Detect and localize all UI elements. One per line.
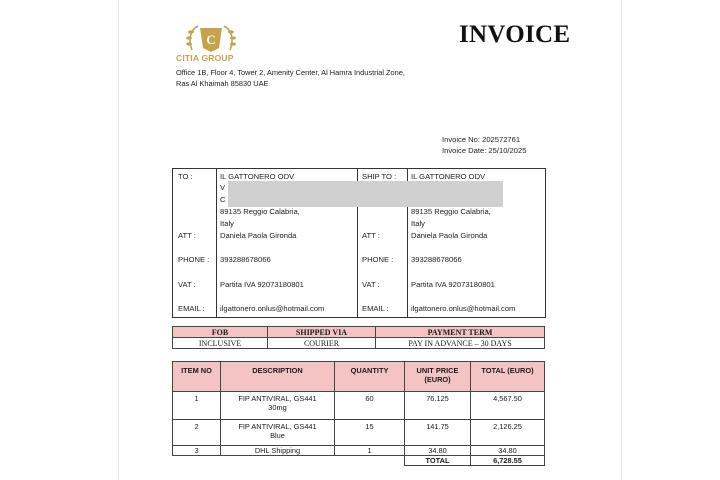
to-phone: 393288678066 bbox=[220, 255, 271, 264]
to-email: ilgattonero.onlus@hotmail.com bbox=[220, 304, 325, 313]
to-phone-label: PHONE : bbox=[178, 255, 210, 264]
ship-to-att: Daniela Paola Gironda bbox=[411, 231, 488, 240]
invoice-title: INVOICE bbox=[459, 21, 571, 48]
ship-to-label: SHIP TO : bbox=[362, 172, 397, 181]
address-table bbox=[172, 168, 546, 318]
item-quantity: 60 bbox=[335, 392, 405, 420]
table-row bbox=[173, 420, 545, 446]
shipping-terms-table bbox=[172, 326, 545, 349]
item-description: FIP ANTIVIRAL, GS441 Blue bbox=[221, 420, 335, 446]
total-header: TOTAL (EURO) bbox=[471, 362, 545, 392]
item-description: FIP ANTIVIRAL, GS441 30mg bbox=[221, 392, 335, 420]
item-unit-price: 34.80 bbox=[405, 446, 471, 456]
item-no: 3 bbox=[173, 446, 221, 456]
ship-to-vat-label: VAT : bbox=[362, 280, 380, 289]
description-header: DESCRIPTION bbox=[221, 362, 335, 392]
ship-to-country: Italy bbox=[411, 219, 425, 228]
to-vat: Partita IVA 92073180801 bbox=[220, 280, 304, 289]
ship-to-email: ilgattonero.onlus@hotmail.com bbox=[411, 304, 516, 313]
item-unit-price: 141.75 bbox=[405, 420, 471, 446]
item-total: 34.80 bbox=[471, 446, 545, 456]
ship-to-city: 89135 Reggio Calabria, bbox=[411, 207, 491, 216]
ship-to-att-label: ATT : bbox=[362, 231, 380, 240]
to-att: Daniela Paola Gironda bbox=[220, 231, 297, 240]
shipped-via-header: SHIPPED VIA bbox=[268, 327, 376, 338]
ship-to-phone: 393288678066 bbox=[411, 255, 462, 264]
item-unit-price: 76.125 bbox=[405, 392, 471, 420]
fob-header: FOB bbox=[173, 327, 268, 338]
item-total: 2,126.25 bbox=[471, 420, 545, 446]
item-no-header: ITEM NO bbox=[173, 362, 221, 392]
total-row bbox=[173, 456, 545, 466]
invoice-number: Invoice No: 202572761 bbox=[442, 135, 521, 144]
table-row bbox=[173, 446, 545, 456]
payment-term-value: PAY IN ADVANCE – 30 DAYS bbox=[376, 338, 545, 349]
company-address-line1: Office 1B, Floor 4, Tower 2, Amenity Center, Al Hamra Industrial Zone, bbox=[176, 68, 405, 77]
item-quantity: 15 bbox=[335, 420, 405, 446]
table-row bbox=[173, 392, 545, 420]
ship-to-email-label: EMAIL : bbox=[362, 304, 389, 313]
company-name: CITIA GROUP bbox=[176, 53, 234, 63]
item-no: 1 bbox=[173, 392, 221, 420]
address-redaction bbox=[228, 181, 503, 207]
logo-letter: C bbox=[206, 32, 216, 47]
unit-price-header: UNIT PRICE (EURO) bbox=[405, 362, 471, 392]
quantity-header: QUANTITY bbox=[335, 362, 405, 392]
line-items-table bbox=[172, 361, 545, 466]
to-email-label: EMAIL : bbox=[178, 304, 205, 313]
to-label: TO : bbox=[178, 172, 193, 181]
to-country: Italy bbox=[220, 219, 234, 228]
ship-to-phone-label: PHONE : bbox=[362, 255, 394, 264]
to-line3: C bbox=[220, 195, 226, 204]
item-description: DHL Shipping bbox=[221, 446, 335, 456]
company-address-line2: Ras Al Khaimah 85830 UAE bbox=[176, 79, 269, 88]
item-no: 2 bbox=[173, 420, 221, 446]
to-city: 89135 Reggio Calabria, bbox=[220, 207, 300, 216]
payment-term-header: PAYMENT TERM bbox=[376, 327, 545, 338]
grand-total: 6,728.55 bbox=[471, 456, 545, 466]
item-total: 4,567.50 bbox=[471, 392, 545, 420]
shipped-via-value: COURIER bbox=[268, 338, 376, 349]
total-label: TOTAL bbox=[405, 456, 471, 466]
to-line2: V bbox=[220, 183, 226, 192]
to-name: IL GATTONERO ODV bbox=[220, 172, 295, 181]
invoice-date: Invoice Date: 25/10/2025 bbox=[442, 146, 527, 155]
fob-value: INCLUSIVE bbox=[173, 338, 268, 349]
item-quantity: 1 bbox=[335, 446, 405, 456]
to-att-label: ATT : bbox=[178, 231, 196, 240]
ship-to-name: IL GATTONERO ODV bbox=[411, 172, 486, 181]
ship-to-vat: Partita IVA 92073180801 bbox=[411, 280, 495, 289]
to-vat-label: VAT : bbox=[178, 280, 196, 289]
